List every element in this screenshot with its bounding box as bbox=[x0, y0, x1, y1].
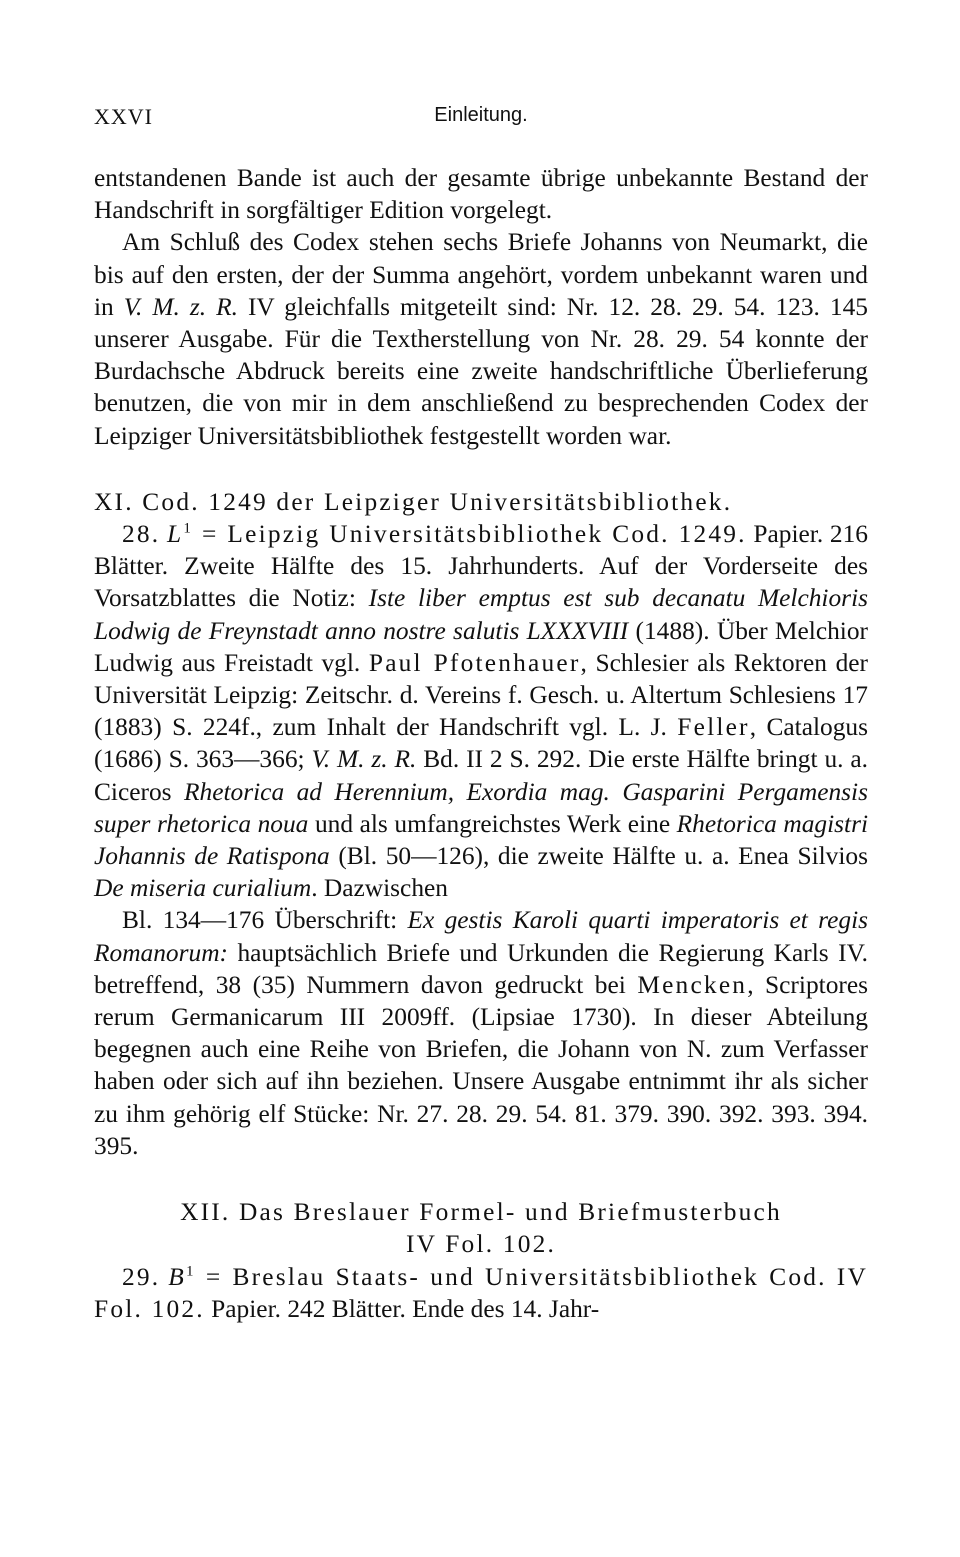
section-gap bbox=[94, 452, 868, 486]
entry-number: 29. bbox=[122, 1262, 161, 1291]
siglum-line: $L^1$ = Leipzig Universitätsbibliothek Cod. 1249. bbox=[167, 520, 747, 549]
author-name: Mencken bbox=[637, 970, 748, 999]
entry-number: 28. bbox=[122, 520, 161, 549]
paragraph-neumarkt-letters: Am Schluß des Codex stehen sechs Briefe Johanns von Neumarkt, die bis auf den ersten, der der Summa angehört, vordem unbekannt waren und in V. M. z. R. IV gleichfalls mitgeteilt sind: Nr. 12. 28. 29. 54. 123. 145 unserer Ausgabe. Für die Textherstellung von Nr. 28. 29. 54 konnte der Burdachsche Abdruck bereits eine zweite handschriftliche Überlieferung benutzen, die von mir in dem anschließend zu besprechenden Codex der Leipziger Universitätsbibliothek festgestellt worden war. bbox=[94, 228, 868, 450]
section-heading-xi: XI. Cod. 1249 der Leipziger Universitätsbibliothek. bbox=[94, 487, 733, 516]
paragraph-continuation: entstandenen Bande ist auch der gesamte übrige unbekannte Bestand der Handschrift in sorgfältiger Edition vorgelegt. bbox=[94, 164, 868, 225]
manuscript-description-l1: 28. $L^1$ = Leipzig Universitätsbibliothek Cod. 1249. Papier. 216 Blätter. Zweite Hälfte des 15. Jahrhunderts. Auf der Vorderseite des Vorsatzblattes die Notiz: Iste liber emptus est sub decanatu Melchioris Lodwig de Freynstadt anno nostre salutis LXXXVIII (1488). Über Melchior Ludwig aus Freistadt vgl. Paul Pfotenhauer, Schlesier als Rektoren der Universität Leipzig: Zeitschr. d. Vereins f. Gesch. u. Altertum Schlesiens 17 (1883) S. 224f., zum Inhalt der Handschrift vgl. L. J. Feller, Catalogus (1686) S. 363—366; V. M. z. R. Bd. II 2 S. 292. Die erste Hälfte bringt u. a. Ciceros Rhetorica ad Herennium, Exordia mag. Gasparini Pergamensis super rhetorica noua und als umfangreichstes Werk eine Rhetorica magistri Johannis de Ratispona (Bl. 50—126), die zweite Hälfte u. a. Enea Silvios De miseria curialium. Dazwischen bbox=[94, 520, 869, 903]
page bbox=[94, 104, 868, 1325]
author-name: Paul Pfotenhauer bbox=[368, 648, 581, 677]
page-number: XXVI bbox=[94, 104, 153, 129]
siglum-line: $B^1$ = Breslau Staats- und Universitätsbibliothek Cod. IV Fol. 102. bbox=[94, 1262, 868, 1323]
manuscript-description-b1: 29. $B^1$ = Breslau Staats- und Universitätsbibliothek Cod. IV Fol. 102. Papier. 242 Blätter. Ende des 14. Jahr- bbox=[94, 1262, 868, 1323]
section-gap bbox=[94, 1162, 868, 1196]
paragraph-karoli-quarti: Bl. 134—176 Überschrift: Ex gestis Karoli quarti imperatoris et regis Romanorum: hauptsächlich Briefe und Urkunden die Regierung Karls IV. betreffend, 38 (35) Nummern davon gedruckt bei Mencken, Scriptores rerum Germanicarum III 2009ff. (Lipsiae 1730). In dieser Abteilung begegnen auch eine Reihe von Briefen, die Johann von N. zum Verfasser haben oder sich auf ihn beziehen. Unsere Ausgabe entnimmt ihr als sicher zu ihm gehörig elf Stücke: Nr. 27. 28. 29. 54. 81. 379. 390. 392. 393. 394. 395. bbox=[94, 906, 869, 1160]
author-name: Feller bbox=[677, 713, 750, 742]
running-title: Einleitung. bbox=[434, 104, 528, 126]
section-heading-xii: XII. Das Breslauer Formel- und Briefmusterbuch IV Fol. 102. bbox=[180, 1198, 782, 1259]
page-header bbox=[94, 104, 868, 138]
